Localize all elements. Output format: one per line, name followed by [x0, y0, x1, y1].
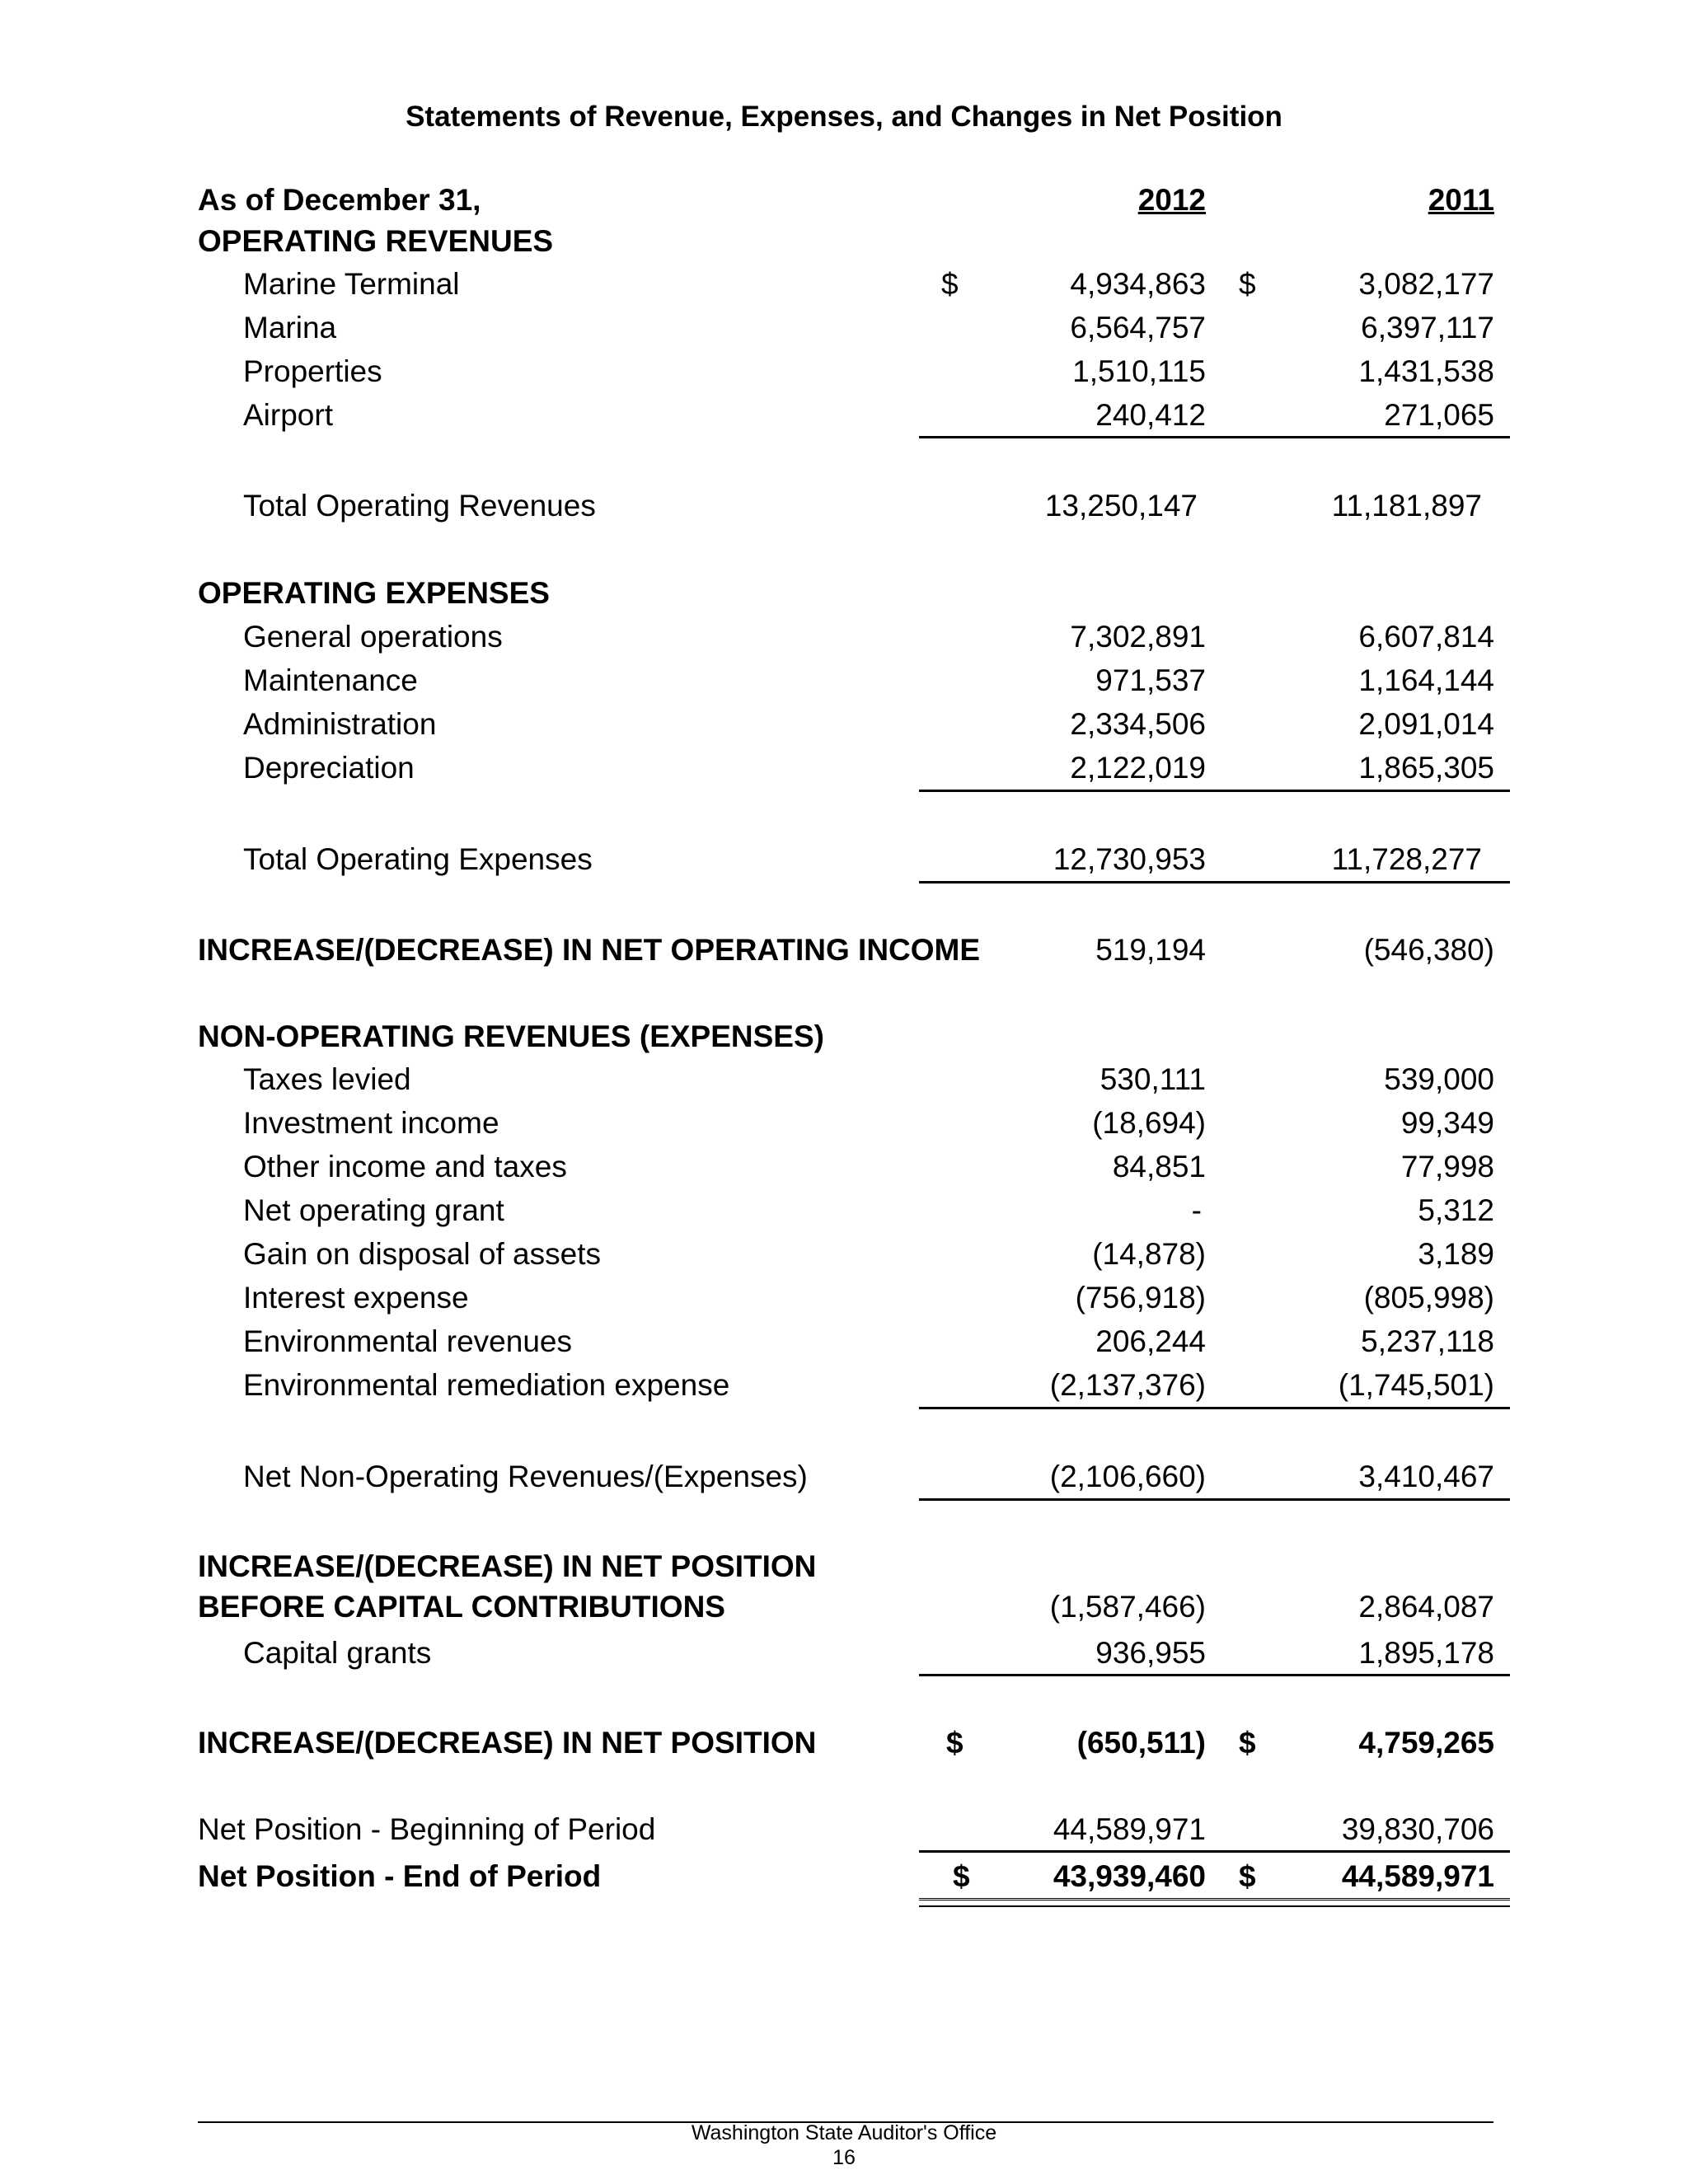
- value-2012: (2,137,376): [1049, 1368, 1206, 1402]
- year-2011-header: 2011: [1428, 183, 1494, 217]
- row-label: Net Position - Beginning of Period: [198, 1812, 656, 1846]
- table-row: [0, 1234, 1688, 1275]
- value-2012: 12,730,953: [1053, 842, 1206, 876]
- value-2012: 44,589,971: [1053, 1812, 1206, 1846]
- value-2012: 240,412: [1095, 398, 1206, 432]
- row-label: Net operating grant: [243, 1193, 504, 1227]
- value-2012: 43,939,460: [1053, 1859, 1206, 1893]
- total-rule: [919, 881, 1510, 883]
- value-2011: (546,380): [1363, 933, 1494, 967]
- table-row-total: [0, 1456, 1688, 1497]
- value-2012: 936,955: [1095, 1636, 1206, 1670]
- value-2012: 13,250,147: [1044, 489, 1198, 523]
- page-title: Statements of Revenue, Expenses, and Changes in Net Position: [406, 101, 1282, 133]
- value-2012: -: [1191, 1193, 1202, 1227]
- value-2011: 2,091,014: [1358, 707, 1494, 741]
- value-2011: 271,065: [1384, 398, 1494, 432]
- row-label: Marina: [243, 311, 337, 344]
- value-2011: 77,998: [1400, 1150, 1494, 1183]
- subtotal-rule: [919, 1850, 1510, 1853]
- table-row: [0, 1321, 1688, 1362]
- net-position-change-row: [0, 1722, 1688, 1764]
- before-capital-row: [0, 1586, 1688, 1628]
- row-label: INCREASE/(DECREASE) IN NET POSITION: [198, 1549, 817, 1583]
- value-2012: 2,122,019: [1070, 751, 1206, 785]
- row-label: Airport: [243, 398, 333, 432]
- value-2011: 11,181,897: [1331, 489, 1482, 523]
- value-2011: (1,745,501): [1338, 1368, 1494, 1402]
- value-2011: 11,728,277: [1331, 842, 1482, 876]
- table-row: [0, 748, 1688, 789]
- value-2011: 1,431,538: [1358, 354, 1494, 388]
- value-2012: (2,106,660): [1049, 1460, 1206, 1493]
- row-label: BEFORE CAPITAL CONTRIBUTIONS: [198, 1590, 725, 1624]
- table-row: [0, 1146, 1688, 1188]
- section-heading: NON-OPERATING REVENUES (EXPENSES): [198, 1019, 824, 1053]
- row-label: Capital grants: [243, 1636, 432, 1670]
- row-label: Properties: [243, 354, 382, 388]
- row-label: Net Non-Operating Revenues/(Expenses): [243, 1460, 808, 1493]
- ending-net-position-row: [0, 1856, 1688, 1897]
- value-2012: 2,334,506: [1070, 707, 1206, 741]
- row-label: Net Position - End of Period: [198, 1859, 602, 1893]
- value-2012: (1,587,466): [1049, 1590, 1206, 1624]
- value-2011: 3,189: [1418, 1237, 1494, 1271]
- table-row: [0, 1190, 1688, 1231]
- row-label: Marine Terminal: [243, 267, 460, 301]
- table-row: [0, 307, 1688, 349]
- dollar-sign: $: [946, 1726, 964, 1760]
- value-2011: 5,312: [1418, 1193, 1494, 1227]
- value-2012: 530,111: [1100, 1062, 1206, 1096]
- table-row-total: [0, 485, 1688, 527]
- dollar-sign: $: [1239, 267, 1256, 301]
- table-row: [0, 1365, 1688, 1406]
- section-heading: OPERATING EXPENSES: [198, 576, 550, 610]
- column-header-row: [0, 180, 1688, 221]
- dollar-sign: $: [1239, 1726, 1256, 1760]
- section-heading: OPERATING REVENUES: [198, 224, 554, 258]
- value-2011: 5,237,118: [1361, 1324, 1494, 1358]
- row-label: Depreciation: [243, 751, 415, 785]
- value-2011: 3,082,177: [1358, 267, 1494, 301]
- operating-revenues-heading-row: [0, 221, 1688, 262]
- dollar-sign: $: [941, 267, 959, 301]
- value-2011: 4,759,265: [1358, 1726, 1494, 1760]
- value-2012: 519,194: [1095, 933, 1206, 967]
- before-capital-heading-row: [0, 1546, 1688, 1587]
- value-2012: 84,851: [1112, 1150, 1206, 1183]
- table-row: [0, 704, 1688, 745]
- value-2012: (14,878): [1092, 1237, 1206, 1271]
- row-label: Gain on disposal of assets: [243, 1237, 601, 1271]
- subtotal-rule: [919, 1674, 1510, 1676]
- row-label: Total Operating Expenses: [243, 842, 593, 876]
- dollar-sign: $: [953, 1859, 970, 1893]
- row-label: General operations: [243, 620, 503, 654]
- table-row: [0, 351, 1688, 392]
- table-row: [0, 264, 1688, 305]
- value-2012: 7,302,891: [1070, 620, 1206, 654]
- value-2011: 39,830,706: [1341, 1812, 1494, 1846]
- row-label: INCREASE/(DECREASE) IN NET OPERATING INCOME: [198, 933, 981, 967]
- dollar-sign: $: [1239, 1859, 1256, 1893]
- value-2011: 1,865,305: [1358, 751, 1494, 785]
- net-operating-income-row: [0, 930, 1688, 971]
- table-row: [0, 660, 1688, 701]
- non-operating-heading-row: [0, 1016, 1688, 1057]
- operating-expenses-heading-row: [0, 573, 1688, 614]
- value-2012: 4,934,863: [1070, 267, 1206, 301]
- table-row: [0, 1059, 1688, 1100]
- value-2011: 1,895,178: [1358, 1636, 1494, 1670]
- value-2012: (756,918): [1075, 1281, 1206, 1315]
- value-2011: 6,607,814: [1358, 620, 1494, 654]
- value-2011: 539,000: [1384, 1062, 1494, 1096]
- table-row: [0, 1103, 1688, 1144]
- table-row: [0, 395, 1688, 436]
- row-label: Interest expense: [243, 1281, 469, 1315]
- table-row-total: [0, 839, 1688, 880]
- double-underline: [919, 1898, 1510, 1907]
- value-2012: 206,244: [1095, 1324, 1206, 1358]
- row-label: Maintenance: [243, 663, 418, 697]
- value-2012: (650,511): [1076, 1726, 1206, 1760]
- year-2012-header: 2012: [1137, 183, 1206, 217]
- page-number: 16: [832, 2146, 856, 2169]
- row-label: Environmental revenues: [243, 1324, 572, 1358]
- row-label: Total Operating Revenues: [243, 489, 596, 523]
- value-2011: 44,589,971: [1341, 1859, 1494, 1893]
- footer-office: Washington State Auditor's Office: [691, 2121, 997, 2144]
- row-label: Taxes levied: [243, 1062, 411, 1096]
- value-2011: (805,998): [1363, 1281, 1494, 1315]
- value-2011: 99,349: [1400, 1106, 1494, 1140]
- subtotal-rule: [919, 790, 1510, 792]
- row-label: INCREASE/(DECREASE) IN NET POSITION: [198, 1726, 817, 1760]
- value-2011: 3,410,467: [1358, 1460, 1494, 1493]
- table-row: [0, 1277, 1688, 1319]
- value-2012: 6,564,757: [1070, 311, 1206, 344]
- table-row: [0, 616, 1688, 658]
- row-label: Investment income: [243, 1106, 499, 1140]
- subtotal-rule: [919, 1407, 1510, 1409]
- value-2011: 2,864,087: [1358, 1590, 1494, 1624]
- subtotal-rule: [919, 436, 1510, 438]
- table-row: [0, 1633, 1688, 1674]
- row-label: Other income and taxes: [243, 1150, 567, 1183]
- value-2012: 1,510,115: [1072, 354, 1206, 388]
- total-rule: [919, 1498, 1510, 1501]
- row-label: Environmental remediation expense: [243, 1368, 730, 1402]
- row-label: Administration: [243, 707, 437, 741]
- value-2012: (18,694): [1092, 1106, 1206, 1140]
- value-2011: 1,164,144: [1358, 663, 1494, 697]
- as-of-label: As of December 31,: [198, 183, 481, 217]
- value-2012: 971,537: [1095, 663, 1206, 697]
- beginning-net-position-row: [0, 1809, 1688, 1850]
- value-2011: 6,397,117: [1361, 311, 1494, 344]
